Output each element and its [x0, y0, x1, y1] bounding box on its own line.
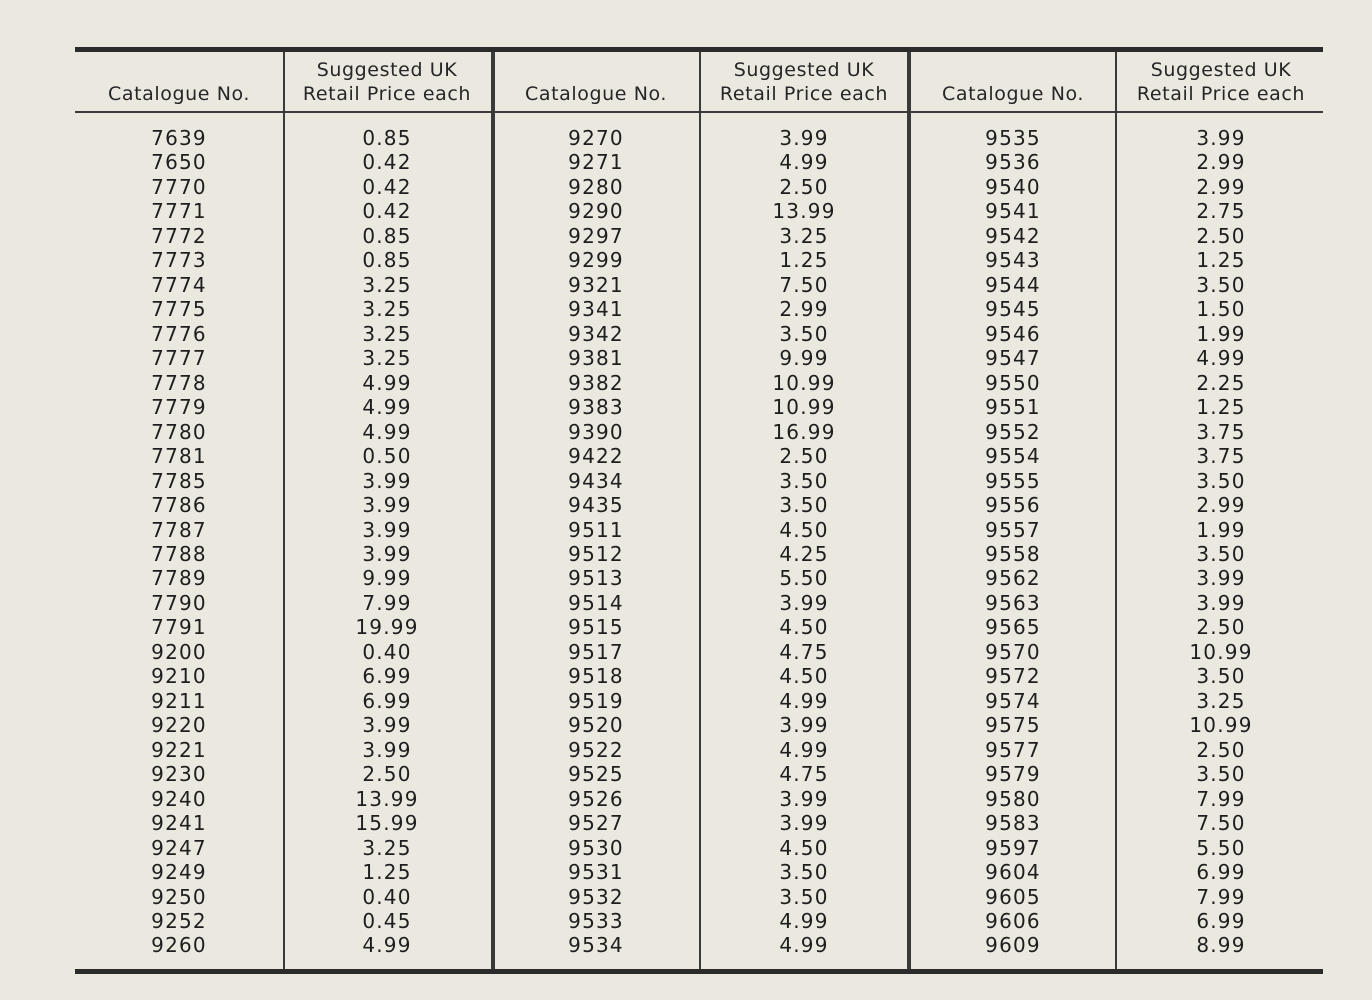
header-line: Catalogue No. — [941, 83, 1085, 105]
retail-price-cell: 5.50 — [1196, 835, 1246, 860]
retail-price-cell: 3.50 — [1196, 664, 1246, 689]
catalogue-number-cell: 9270 — [568, 126, 624, 150]
retail-price-cell: 3.99 — [362, 493, 412, 518]
retail-price-cell: 1.25 — [362, 860, 412, 885]
catalogue-number-cell: 9546 — [985, 321, 1041, 346]
retail-price-cell: 3.50 — [779, 860, 829, 885]
catalogue-number-cell: 9230 — [151, 762, 207, 787]
header-line — [75, 58, 283, 82]
catalogue-number-cell: 9422 — [568, 444, 624, 469]
catalogue-number-cell: 7791 — [151, 615, 207, 640]
retail-price-cell: 3.75 — [1196, 444, 1246, 469]
catalogue-number-header — [909, 58, 1117, 112]
retail-price-column — [1117, 52, 1325, 969]
retail-price-cell: 3.99 — [779, 713, 829, 738]
catalogue-number-cell: 9534 — [568, 933, 624, 958]
retail-price-cell: 3.50 — [779, 884, 829, 909]
header-line: Retail Price each — [719, 83, 889, 105]
catalogue-number-cell: 9580 — [985, 786, 1041, 811]
catalogue-number-cell: 9544 — [985, 272, 1041, 297]
catalogue-number-cell: 7790 — [151, 590, 207, 615]
retail-price-cell: 4.75 — [779, 639, 829, 664]
retail-price-cell: 5.50 — [779, 566, 829, 591]
column-group-1 — [75, 52, 491, 969]
catalogue-number-cell: 7639 — [151, 126, 207, 150]
catalogue-number-cell: 9530 — [568, 835, 624, 860]
retail-price-cell: 4.50 — [779, 517, 829, 542]
retail-price-cell: 3.25 — [362, 297, 412, 322]
catalogue-number-cell: 9321 — [568, 272, 624, 297]
retail-price-cell: 2.50 — [779, 444, 829, 469]
retail-price-cell: 4.99 — [779, 933, 829, 958]
retail-price-cell: 3.25 — [1196, 688, 1246, 713]
header-line — [909, 58, 1117, 82]
retail-price-cell: 2.75 — [1196, 199, 1246, 224]
retail-price-cell: 13.99 — [355, 786, 419, 811]
catalogue-number-cell: 7778 — [151, 370, 207, 395]
catalogue-number-column — [75, 52, 283, 969]
retail-price-cell: 2.50 — [1196, 615, 1246, 640]
catalogue-number-cells — [909, 126, 1117, 958]
retail-price-cell: 0.40 — [362, 639, 412, 664]
catalogue-number-cell: 9221 — [151, 737, 207, 762]
retail-price-cell: 0.42 — [362, 199, 412, 224]
catalogue-number-cell: 7774 — [151, 272, 207, 297]
catalogue-number-cell: 9381 — [568, 346, 624, 371]
catalogue-number-cell: 9531 — [568, 860, 624, 885]
retail-price-cell: 3.25 — [779, 223, 829, 248]
retail-price-cell: 4.99 — [1196, 346, 1246, 371]
retail-price-cell: 8.99 — [1196, 933, 1246, 958]
retail-price-cell: 4.99 — [779, 688, 829, 713]
catalogue-number-cell: 9541 — [985, 199, 1041, 224]
catalogue-number-cell: 9597 — [985, 835, 1041, 860]
header-line: Catalogue No. — [524, 83, 668, 105]
retail-price-cell: 3.99 — [362, 737, 412, 762]
retail-price-cell: 3.50 — [779, 493, 829, 518]
retail-price-cell: 0.85 — [362, 126, 412, 150]
retail-price-cell: 13.99 — [772, 199, 836, 224]
retail-price-cell: 1.99 — [1196, 321, 1246, 346]
catalogue-number-cell: 9240 — [151, 786, 207, 811]
retail-price-cell: 7.99 — [362, 590, 412, 615]
catalogue-number-cell: 9525 — [568, 762, 624, 787]
catalogue-number-cell: 9249 — [151, 860, 207, 885]
retail-price-cell: 7.50 — [1196, 811, 1246, 836]
catalogue-number-cell: 9527 — [568, 811, 624, 836]
catalogue-number-cell: 9522 — [568, 737, 624, 762]
catalogue-number-cell: 9562 — [985, 566, 1041, 591]
retail-price-cell: 6.99 — [362, 664, 412, 689]
retail-price-cell: 2.50 — [362, 762, 412, 787]
retail-price-cell: 3.99 — [362, 541, 412, 566]
catalogue-number-cell: 9247 — [151, 835, 207, 860]
catalogue-number-cell: 9200 — [151, 639, 207, 664]
retail-price-cell: 2.50 — [1196, 737, 1246, 762]
header-line: Suggested UK — [733, 59, 875, 81]
retail-price-cell: 0.42 — [362, 174, 412, 199]
catalogue-number-cell: 9252 — [151, 909, 207, 933]
catalogue-number-cell: 9533 — [568, 909, 624, 933]
catalogue-number-cell: 9526 — [568, 786, 624, 811]
catalogue-number-cell: 9280 — [568, 174, 624, 199]
retail-price-cell: 1.50 — [1196, 297, 1246, 322]
catalogue-number-cells — [75, 126, 283, 958]
catalogue-number-cell: 9220 — [151, 713, 207, 738]
catalogue-number-cell: 9511 — [568, 517, 624, 542]
catalogue-number-cell: 7771 — [151, 199, 207, 224]
catalogue-number-cell: 9542 — [985, 223, 1041, 248]
retail-price-cell: 0.85 — [362, 248, 412, 273]
catalogue-number-cell: 9517 — [568, 639, 624, 664]
catalogue-number-cell: 9550 — [985, 370, 1041, 395]
catalogue-number-cells — [492, 126, 700, 958]
retail-price-cell: 10.99 — [772, 395, 836, 420]
catalogue-number-cell: 7779 — [151, 395, 207, 420]
catalogue-number-cell: 9518 — [568, 664, 624, 689]
catalogue-number-cell: 9250 — [151, 884, 207, 909]
retail-price-cell: 3.99 — [779, 811, 829, 836]
catalogue-number-cell: 9532 — [568, 884, 624, 909]
catalogue-number-cell: 9342 — [568, 321, 624, 346]
catalogue-number-cell: 9558 — [985, 541, 1041, 566]
retail-price-column — [283, 52, 491, 969]
catalogue-number-cell: 9514 — [568, 590, 624, 615]
catalogue-number-cell: 9545 — [985, 297, 1041, 322]
price-list-table — [75, 47, 1323, 976]
catalogue-number-cell: 9572 — [985, 664, 1041, 689]
retail-price-cell: 3.99 — [1196, 566, 1246, 591]
retail-price-cell: 4.50 — [779, 664, 829, 689]
catalogue-number-cell: 7775 — [151, 297, 207, 322]
catalogue-number-cell: 9605 — [985, 884, 1041, 909]
catalogue-number-cell: 9574 — [985, 688, 1041, 713]
table-bottom-rule — [75, 969, 1323, 974]
retail-price-cell: 0.50 — [362, 444, 412, 469]
catalogue-number-cell: 9563 — [985, 590, 1041, 615]
retail-price-cell: 2.25 — [1196, 370, 1246, 395]
catalogue-number-cell: 9547 — [985, 346, 1041, 371]
catalogue-number-cell: 9557 — [985, 517, 1041, 542]
catalogue-number-cell: 9382 — [568, 370, 624, 395]
retail-price-cell: 3.99 — [1196, 126, 1246, 150]
catalogue-number-cell: 7772 — [151, 223, 207, 248]
catalogue-number-cell: 9551 — [985, 395, 1041, 420]
catalogue-number-header — [75, 58, 283, 112]
retail-price-cell: 2.99 — [779, 297, 829, 322]
retail-price-cell: 3.99 — [779, 126, 829, 150]
retail-price-cell: 6.99 — [362, 688, 412, 713]
catalogue-number-cell: 7776 — [151, 321, 207, 346]
retail-price-cell: 3.25 — [362, 321, 412, 346]
catalogue-number-cell: 9435 — [568, 493, 624, 518]
catalogue-number-cell: 7789 — [151, 566, 207, 591]
retail-price-cell: 3.50 — [1196, 762, 1246, 787]
retail-price-cell: 3.25 — [362, 272, 412, 297]
retail-price-cell: 4.99 — [779, 909, 829, 933]
catalogue-number-cell: 9555 — [985, 468, 1041, 493]
retail-price-cell: 15.99 — [355, 811, 419, 836]
catalogue-number-cell: 7770 — [151, 174, 207, 199]
catalogue-number-cell: 9512 — [568, 541, 624, 566]
catalogue-number-cell: 9535 — [985, 126, 1041, 150]
retail-price-cell: 6.99 — [1196, 860, 1246, 885]
catalogue-number-cell: 9606 — [985, 909, 1041, 933]
catalogue-number-cell: 7781 — [151, 444, 207, 469]
catalogue-number-cell: 7777 — [151, 346, 207, 371]
catalogue-number-cell: 9290 — [568, 199, 624, 224]
catalogue-number-cell: 9570 — [985, 639, 1041, 664]
retail-price-cell: 2.99 — [1196, 493, 1246, 518]
column-group-3 — [909, 52, 1325, 969]
catalogue-number-cell: 9241 — [151, 811, 207, 836]
catalogue-number-cell: 7773 — [151, 248, 207, 273]
catalogue-number-column — [909, 52, 1117, 969]
retail-price-cell: 3.99 — [362, 713, 412, 738]
catalogue-number-cell: 9210 — [151, 664, 207, 689]
retail-price-cell: 3.99 — [1196, 590, 1246, 615]
retail-price-cell: 4.99 — [779, 737, 829, 762]
catalogue-number-column — [492, 52, 700, 969]
catalogue-number-cell: 9604 — [985, 860, 1041, 885]
catalogue-number-cell: 9577 — [985, 737, 1041, 762]
catalogue-number-cell: 9390 — [568, 419, 624, 444]
catalogue-number-cell: 9260 — [151, 933, 207, 958]
retail-price-cell: 10.99 — [772, 370, 836, 395]
retail-price-cell: 4.50 — [779, 615, 829, 640]
catalogue-number-cell: 9434 — [568, 468, 624, 493]
catalogue-number-cell: 7786 — [151, 493, 207, 518]
catalogue-number-cell: 9565 — [985, 615, 1041, 640]
retail-price-cell: 10.99 — [1189, 639, 1253, 664]
catalogue-number-cell: 9579 — [985, 762, 1041, 787]
catalogue-number-cell: 9543 — [985, 248, 1041, 273]
header-line: Retail Price each — [302, 83, 472, 105]
retail-price-cell: 9.99 — [779, 346, 829, 371]
catalogue-number-cell: 7785 — [151, 468, 207, 493]
retail-price-cell: 4.75 — [779, 762, 829, 787]
header-line — [492, 58, 700, 82]
retail-price-cell: 3.50 — [1196, 541, 1246, 566]
catalogue-number-cell: 9609 — [985, 933, 1041, 958]
catalogue-number-cell: 9552 — [985, 419, 1041, 444]
catalogue-number-cell: 9519 — [568, 688, 624, 713]
catalogue-number-cell: 9515 — [568, 615, 624, 640]
catalogue-number-cell: 9383 — [568, 395, 624, 420]
retail-price-cell: 7.50 — [779, 272, 829, 297]
retail-price-cell: 0.40 — [362, 884, 412, 909]
retail-price-cell: 4.25 — [779, 541, 829, 566]
catalogue-number-cell: 9299 — [568, 248, 624, 273]
catalogue-number-cell: 9583 — [985, 811, 1041, 836]
retail-price-column — [700, 52, 908, 969]
header-line: Retail Price each — [1136, 83, 1306, 105]
retail-price-cell: 6.99 — [1196, 909, 1246, 933]
retail-price-cell: 3.50 — [779, 321, 829, 346]
catalogue-number-cell: 9297 — [568, 223, 624, 248]
retail-price-cell: 3.99 — [779, 786, 829, 811]
catalogue-number-cell: 7650 — [151, 150, 207, 175]
catalogue-number-cell: 9536 — [985, 150, 1041, 175]
retail-price-cell: 16.99 — [772, 419, 836, 444]
catalogue-number-cell: 7788 — [151, 541, 207, 566]
retail-price-cell: 3.50 — [1196, 272, 1246, 297]
catalogue-number-cell: 9271 — [568, 150, 624, 175]
retail-price-cell: 7.99 — [1196, 884, 1246, 909]
retail-price-cell: 1.25 — [1196, 395, 1246, 420]
retail-price-cell: 2.99 — [1196, 174, 1246, 199]
retail-price-header — [1117, 58, 1325, 112]
retail-price-cell: 2.50 — [1196, 223, 1246, 248]
catalogue-number-cell: 9540 — [985, 174, 1041, 199]
retail-price-cell: 4.50 — [779, 835, 829, 860]
retail-price-cell: 3.25 — [362, 835, 412, 860]
retail-price-cell: 3.99 — [779, 590, 829, 615]
retail-price-cell: 1.25 — [779, 248, 829, 273]
retail-price-cell: 3.25 — [362, 346, 412, 371]
catalogue-number-cell: 9554 — [985, 444, 1041, 469]
catalogue-number-header — [492, 58, 700, 112]
column-group-2 — [492, 52, 908, 969]
catalogue-number-cell: 9556 — [985, 493, 1041, 518]
retail-price-cell: 19.99 — [355, 615, 419, 640]
retail-price-cell: 3.99 — [362, 468, 412, 493]
header-line: Suggested UK — [316, 59, 458, 81]
retail-price-cell: 0.45 — [362, 909, 412, 933]
catalogue-number-cell: 9341 — [568, 297, 624, 322]
retail-price-cells — [283, 126, 491, 958]
retail-price-cell: 9.99 — [362, 566, 412, 591]
catalogue-number-cell: 9513 — [568, 566, 624, 591]
retail-price-cell: 4.99 — [362, 419, 412, 444]
retail-price-cell: 1.25 — [1196, 248, 1246, 273]
retail-price-cells — [1117, 126, 1325, 958]
retail-price-cell: 2.50 — [779, 174, 829, 199]
retail-price-cell: 4.99 — [362, 370, 412, 395]
retail-price-cells — [700, 126, 908, 958]
retail-price-cell: 3.50 — [779, 468, 829, 493]
catalogue-number-cell: 7780 — [151, 419, 207, 444]
retail-price-cell: 7.99 — [1196, 786, 1246, 811]
catalogue-number-cell: 9211 — [151, 688, 207, 713]
retail-price-cell: 1.99 — [1196, 517, 1246, 542]
header-line: Catalogue No. — [107, 83, 251, 105]
retail-price-cell: 3.99 — [362, 517, 412, 542]
catalogue-number-cell: 9575 — [985, 713, 1041, 738]
retail-price-cell: 10.99 — [1189, 713, 1253, 738]
catalogue-number-cell: 7787 — [151, 517, 207, 542]
retail-price-cell: 0.42 — [362, 150, 412, 175]
retail-price-cell: 4.99 — [779, 150, 829, 175]
retail-price-cell: 4.99 — [362, 933, 412, 958]
retail-price-header — [283, 58, 491, 112]
retail-price-cell: 4.99 — [362, 395, 412, 420]
retail-price-cell: 2.99 — [1196, 150, 1246, 175]
header-line: Suggested UK — [1150, 59, 1292, 81]
retail-price-header — [700, 58, 908, 112]
retail-price-cell: 0.85 — [362, 223, 412, 248]
retail-price-cell: 3.50 — [1196, 468, 1246, 493]
retail-price-cell: 3.75 — [1196, 419, 1246, 444]
catalogue-number-cell: 9520 — [568, 713, 624, 738]
